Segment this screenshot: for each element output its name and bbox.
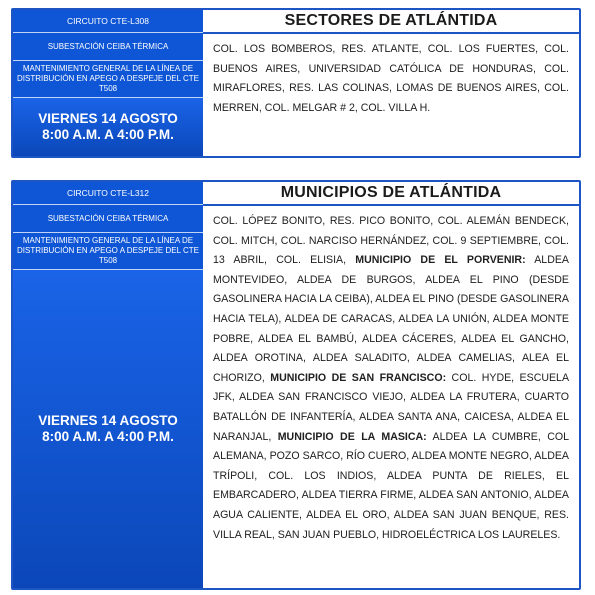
municipalities-title: MUNICIPIOS DE ATLÁNTIDA — [203, 182, 579, 206]
list-text: ALDEA MONTEVIDEO, ALDEA DE BURGOS, ALDEA EL PINO (DESDE GASOLINERA HACIA LA CEIBA), ALDEA EL PINO (DESDE GASOLINERA HACIA TELA), ALDEA DE CARACAS, ALDEA LA UNIÓN, ALDEA MONTE POBRE, ALDEA EL BAMBÚ, ALDEA CÁCERES, ALDEA EL GANCHO, ALDEA OROTINA, ALDEA SALADITO, ALDEA CAMELIAS, ALEA EL CHORIZO, — [213, 254, 569, 384]
date-text: VIERNES 14 AGOSTO — [38, 111, 178, 126]
circuit-label: CIRCUITO CTE-L308 — [13, 10, 203, 33]
municipalities-list — [203, 206, 579, 545]
municipality-heading: MUNICIPIO DE EL PORVENIR: — [355, 254, 526, 267]
schedule-block — [13, 98, 203, 156]
circuit-label: CIRCUITO CTE-L312 — [13, 182, 203, 205]
outage-info-panel — [13, 182, 203, 588]
outage-card-2 — [11, 180, 581, 590]
municipality-heading: MUNICIPIO DE SAN FRANCISCO: — [270, 371, 447, 384]
list-text: COL. LÓPEZ BONITO, RES. PICO BONITO, COL. ALEMÁN BENDECK, COL. MITCH, COL. NARCISO HERNÁNDEZ, COL. 9 SEPTIEMBRE, COL. 13 ABRIL, COL. ELISIA, — [213, 215, 569, 267]
substation-label: SUBESTACIÓN CEIBA TÉRMICA — [13, 33, 203, 61]
maintenance-description: MANTENIMIENTO GENERAL DE LA LÍNEA DE DISTRIBUCIÓN EN APEGO A DESPEJE DEL CTE T508 — [13, 61, 203, 98]
time-text: 8:00 A.M. A 4:00 P.M. — [42, 429, 174, 444]
time-text: 8:00 A.M. A 4:00 P.M. — [42, 127, 174, 142]
date-text: VIERNES 14 AGOSTO — [38, 413, 178, 428]
municipality-heading: MUNICIPIO DE LA MASICA: — [277, 430, 427, 443]
municipalities-panel — [203, 182, 579, 588]
substation-label: SUBESTACIÓN CEIBA TÉRMICA — [13, 205, 203, 233]
list-text: ALDEA LA CUMBRE, COL ALEMANA, POZO SARCO, RÍO CUERO, ALDEA MONTE NEGRO, ALDEA TRÍPOLI, COL. LOS INDIOS, ALDEA PUNTA DE RIELES, EL EMBARCADERO, ALDEA TIERRA FIRME, ALDEA SAN ANTONIO, ALDEA AGUA CALIENTE, ALDEA EL ORO, ALDEA SAN JUAN BENQUE, RES. VILLA REAL, SAN JUAN PUEBLO, HIDROELÉCTRICA LOS LAURELES. — [213, 430, 569, 541]
maintenance-description: MANTENIMIENTO GENERAL DE LA LÍNEA DE DISTRIBUCIÓN EN APEGO A DESPEJE DEL CTE T508 — [13, 233, 203, 270]
outage-card-1 — [11, 8, 581, 158]
sectors-panel — [203, 10, 579, 156]
outage-info-panel — [13, 10, 203, 156]
schedule-block — [13, 270, 203, 588]
sectors-list: COL. LOS BOMBEROS, RES. ATLANTE, COL. LOS FUERTES, COL. BUENOS AIRES, UNIVERSIDAD CATÓLICA DE HONDURAS, COL. MIRAFLORES, RES. LAS COLINAS, LOMAS DE BUENOS AIRES, COL. MERREN, COL. MELGAR # 2, COL. VILLA H. — [213, 43, 569, 114]
sectors-title: SECTORES DE ATLÁNTIDA — [203, 10, 579, 34]
list-text: COL. HYDE, ESCUELA JFK, ALDEA SAN FRANCISCO VIEJO, ALDEA LA FRUTERA, CUARTO BATALLÓN DE INFANTERÍA, ALDEA SANTA ANA, CAICESA, ALDEA EL NARANJAL, — [213, 371, 570, 443]
